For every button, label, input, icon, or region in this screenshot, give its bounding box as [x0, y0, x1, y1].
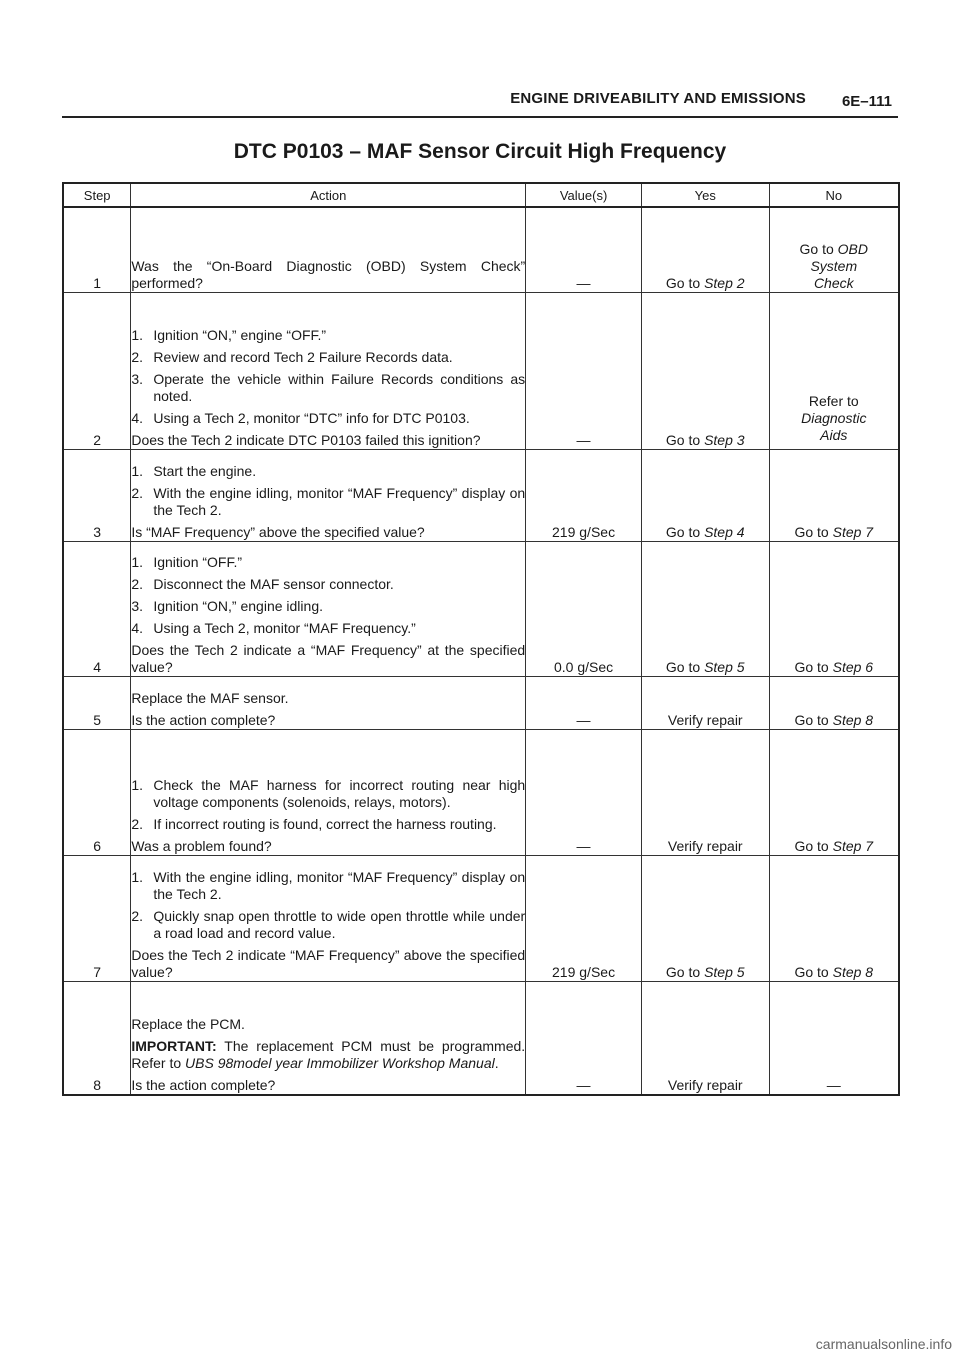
list-item: 2. Review and record Tech 2 Failure Records data.: [131, 348, 453, 365]
list-item: 4. Using a Tech 2, monitor “DTC” info for DTC P0103.: [131, 409, 470, 426]
list-item: 2. Disconnect the MAF sensor connector.: [131, 575, 394, 592]
list-item: 3. Ignition “ON,” engine idling.: [131, 597, 323, 614]
action-cell: [131, 541, 526, 676]
step-reference: Step 7: [832, 523, 874, 540]
step-reference: Diagnostic Aids: [801, 409, 867, 443]
manual-reference: UBS 98model year Immobilizer Workshop Manual: [185, 1055, 495, 1071]
step-question: Does the Tech 2 indicate “MAF Frequency” above the specified value?: [131, 946, 526, 980]
step-number: 6: [63, 729, 131, 855]
step-number: 2: [63, 292, 131, 449]
no-cell: Go to OBD System Check: [769, 207, 899, 292]
value-cell: —: [526, 981, 642, 1095]
value-cell: —: [526, 676, 642, 729]
value-cell: 219 g/Sec: [526, 449, 642, 541]
step-number: 7: [63, 855, 131, 981]
action-cell: [131, 207, 526, 292]
value-cell: 0.0 g/Sec: [526, 541, 642, 676]
yes-cell: Go to Step 5: [641, 855, 769, 981]
column-header-action: Action: [131, 183, 526, 207]
yes-cell: Go to Step 3: [641, 292, 769, 449]
value-cell: —: [526, 292, 642, 449]
list-item: 1. Ignition “OFF.”: [131, 553, 243, 570]
yes-cell: Verify repair: [641, 676, 769, 729]
list-item: 2. Quickly snap open throttle to wide open throttle while under a road load and record value.: [131, 907, 526, 941]
no-cell: Go to Step 7: [769, 449, 899, 541]
step-number: 1: [63, 207, 131, 292]
list-item: 1. Check the MAF harness for incorrect routing near high voltage components (solenoids, relays, motors).: [131, 776, 526, 810]
action-cell: [131, 981, 526, 1095]
step-reference: Step 3: [704, 431, 745, 448]
table-row: [63, 729, 899, 855]
no-cell: —: [769, 981, 899, 1095]
no-cell: Go to Step 6: [769, 541, 899, 676]
yes-cell: Go to Step 5: [641, 541, 769, 676]
value-cell: —: [526, 729, 642, 855]
table-row: [63, 541, 899, 676]
step-reference: Step 2: [704, 274, 745, 291]
action-cell: [131, 729, 526, 855]
action-cell: [131, 292, 526, 449]
table-row: [63, 207, 899, 292]
list-item: 1. Start the engine.: [131, 462, 257, 479]
document-title: DTC P0103 – MAF Sensor Circuit High Frequency: [233, 140, 727, 163]
step-reference: Step 8: [832, 963, 874, 980]
step-number: 5: [63, 676, 131, 729]
list-item: 1. Ignition “ON,” engine “OFF.”: [131, 326, 327, 343]
action-cell: [131, 855, 526, 981]
column-header-values: Value(s): [526, 183, 642, 207]
step-reference: Step 4: [704, 523, 745, 540]
table-header-row: [63, 183, 899, 207]
step-reference: Step 5: [704, 963, 745, 980]
step-reference: Step 7: [832, 837, 874, 854]
step-number: 4: [63, 541, 131, 676]
list-item: 3. Operate the vehicle within Failure Records conditions as noted.: [131, 370, 526, 404]
list-item: 2. If incorrect routing is found, correct the harness routing.: [131, 815, 497, 832]
action-line: Replace the MAF sensor.: [131, 689, 289, 706]
step-number: 8: [63, 981, 131, 1095]
page-header: [62, 88, 898, 118]
table-row: [63, 449, 899, 541]
table-row: [63, 981, 899, 1095]
step-question: Was a problem found?: [131, 837, 272, 854]
list-item: 1. With the engine idling, monitor “MAF Frequency” display on the Tech 2.: [131, 868, 526, 902]
yes-cell: Go to Step 2: [641, 207, 769, 292]
step-question: Is the action complete?: [131, 711, 276, 728]
step-reference: Step 8: [832, 711, 874, 728]
table-row: [63, 676, 899, 729]
section-title: ENGINE DRIVEABILITY AND EMISSIONS: [510, 90, 806, 107]
watermark: carmanualsonline.info: [815, 1336, 952, 1352]
step-question: Is “MAF Frequency” above the specified value?: [131, 523, 425, 540]
step-question: Is the action complete?: [131, 1077, 276, 1093]
table-row: [63, 292, 899, 449]
column-header-no: No: [769, 183, 899, 207]
step-reference: OBD System Check: [810, 240, 869, 291]
list-item: 4. Using a Tech 2, monitor “MAF Frequency.”: [131, 619, 416, 636]
important-note: IMPORTANT: The replacement PCM must be programmed. Refer to UBS 98model year Immobilizer Workshop Manual.: [131, 1038, 526, 1071]
diagnostic-table: [62, 182, 900, 1096]
step-number: 3: [63, 449, 131, 541]
step-question: Does the Tech 2 indicate a “MAF Frequency” at the specified value?: [131, 641, 526, 675]
yes-cell: Verify repair: [641, 981, 769, 1095]
no-cell: Refer to Diagnostic Aids: [769, 292, 899, 449]
no-cell: Go to Step 8: [769, 676, 899, 729]
yes-cell: Verify repair: [641, 729, 769, 855]
step-question: Was the “On-Board Diagnostic (OBD) System Check” performed?: [131, 257, 526, 291]
list-item: 2. With the engine idling, monitor “MAF Frequency” display on the Tech 2.: [131, 484, 526, 518]
value-cell: 219 g/Sec: [526, 855, 642, 981]
no-cell: Go to Step 8: [769, 855, 899, 981]
step-question: Does the Tech 2 indicate DTC P0103 failed this ignition?: [131, 431, 481, 448]
action-cell: [131, 449, 526, 541]
step-reference: Step 5: [704, 658, 745, 675]
yes-cell: Go to Step 4: [641, 449, 769, 541]
step-reference: Step 6: [832, 658, 874, 675]
value-cell: —: [526, 207, 642, 292]
action-line: Replace the PCM.: [131, 1016, 245, 1032]
page-number: 6E–111: [841, 93, 892, 110]
column-header-yes: Yes: [641, 183, 769, 207]
no-cell: Go to Step 7: [769, 729, 899, 855]
important-label: IMPORTANT:: [131, 1038, 217, 1054]
action-cell: [131, 676, 526, 729]
column-header-step: Step: [63, 183, 131, 207]
table-row: [63, 855, 899, 981]
